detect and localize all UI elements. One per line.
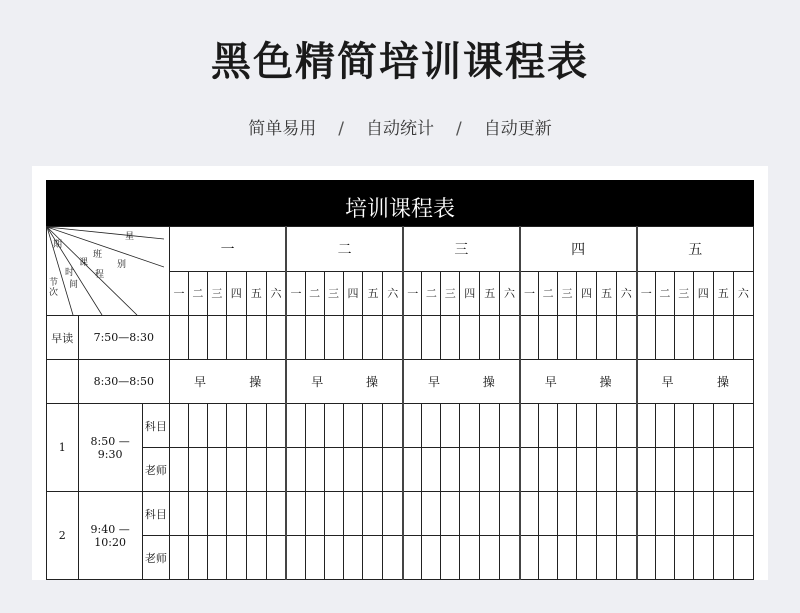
schedule-cell[interactable] (460, 316, 480, 360)
schedule-cell[interactable] (343, 536, 363, 580)
schedule-cell[interactable] (520, 448, 539, 492)
schedule-cell[interactable] (441, 492, 460, 536)
period-number: 1 (47, 404, 79, 492)
period-teacher-row (47, 448, 754, 492)
schedule-cell[interactable] (693, 536, 713, 580)
schedule-cell[interactable] (500, 492, 520, 536)
schedule-cell[interactable] (207, 492, 226, 536)
schedule-cell[interactable] (363, 536, 383, 580)
schedule-cell[interactable] (305, 536, 324, 580)
sub-col-header: 四 (693, 271, 713, 316)
schedule-cell[interactable] (363, 316, 383, 360)
exercise-row (47, 360, 754, 404)
schedule-cell[interactable] (383, 404, 403, 448)
period-time-start: 8:50 — (90, 434, 130, 448)
exercise-text-b: 操 (482, 375, 495, 389)
schedule-cell[interactable] (596, 492, 616, 536)
schedule-cell[interactable] (655, 448, 674, 492)
schedule-cell[interactable] (383, 492, 403, 536)
schedule-cell[interactable] (246, 404, 266, 448)
schedule-cell[interactable] (363, 492, 383, 536)
schedule-cell[interactable] (324, 536, 343, 580)
schedule-cell[interactable] (520, 404, 539, 448)
period-time-end: 9:30 (97, 447, 123, 461)
schedule-cell[interactable] (693, 492, 713, 536)
schedule-cell[interactable] (674, 536, 693, 580)
feature-easy: 简单易用 (248, 119, 317, 139)
schedule-cell[interactable] (539, 536, 558, 580)
schedule-cell[interactable] (324, 404, 343, 448)
empty-cell (47, 360, 79, 404)
sub-col-header: 一 (403, 271, 422, 316)
schedule-cell[interactable] (403, 536, 422, 580)
schedule-cell[interactable] (188, 448, 207, 492)
schedule-cell[interactable] (539, 448, 558, 492)
sub-col-header: 三 (324, 271, 343, 316)
exercise-text-b: 操 (599, 375, 612, 389)
period-time-end: 10:20 (94, 535, 126, 549)
schedule-cell[interactable] (422, 536, 441, 580)
schedule-cell[interactable] (480, 316, 500, 360)
schedule-cell[interactable] (674, 492, 693, 536)
sub-col-header: 二 (305, 271, 324, 316)
preview-card (32, 166, 768, 580)
schedule-cell[interactable] (713, 404, 733, 448)
day-header: 四 (520, 227, 637, 272)
sub-col-header: 一 (286, 271, 305, 316)
sub-col-header: 一 (637, 271, 656, 316)
sub-col-header: 二 (188, 271, 207, 316)
schedule-cell[interactable] (266, 316, 286, 360)
schedule-cell[interactable] (305, 316, 324, 360)
schedule-cell[interactable] (305, 404, 324, 448)
schedule-cell[interactable] (637, 536, 656, 580)
sub-col-header: 四 (577, 271, 597, 316)
period-time (78, 404, 142, 492)
schedule-cell[interactable] (500, 448, 520, 492)
sub-col-header: 五 (713, 271, 733, 316)
schedule-cell[interactable] (441, 448, 460, 492)
sub-col-header: 五 (246, 271, 266, 316)
schedule-cell[interactable] (460, 536, 480, 580)
schedule-cell[interactable] (500, 316, 520, 360)
schedule-cell[interactable] (713, 316, 733, 360)
schedule-cell[interactable] (363, 404, 383, 448)
schedule-cell[interactable] (343, 404, 363, 448)
sub-col-header: 一 (520, 271, 539, 316)
day-header: 二 (286, 227, 403, 272)
schedule-cell[interactable] (480, 404, 500, 448)
feature-auto-stats: 自动统计 (366, 119, 434, 139)
sub-col-header: 四 (460, 271, 480, 316)
schedule-cell[interactable] (188, 536, 207, 580)
schedule-cell[interactable] (170, 536, 189, 580)
diagonal-label: 班 (93, 250, 103, 260)
schedule-cell[interactable] (655, 316, 674, 360)
schedule-cell[interactable] (616, 316, 636, 360)
day-header-row (47, 227, 754, 272)
schedule-cell[interactable] (616, 492, 636, 536)
schedule-cell[interactable] (422, 404, 441, 448)
schedule-cell[interactable] (558, 492, 577, 536)
schedule-cell[interactable] (170, 492, 189, 536)
schedule-cell[interactable] (558, 536, 577, 580)
schedule-cell[interactable] (266, 492, 286, 536)
schedule-cell[interactable] (343, 448, 363, 492)
sub-col-header: 三 (441, 271, 460, 316)
schedule-cell[interactable] (693, 404, 713, 448)
schedule-cell[interactable] (324, 492, 343, 536)
exercise-text-a: 早 (544, 375, 557, 389)
schedule-cell[interactable] (655, 404, 674, 448)
period-teacher-row (47, 536, 754, 580)
sub-col-header: 六 (266, 271, 286, 316)
morning-read-row (47, 316, 754, 360)
page-title: 黑色精简培训课程表 (211, 39, 589, 85)
exercise-cell (637, 360, 754, 404)
schedule-cell[interactable] (188, 404, 207, 448)
schedule-cell[interactable] (422, 316, 441, 360)
exercise-cell (520, 360, 637, 404)
schedule-cell[interactable] (286, 448, 305, 492)
diagonal-label: 课 (79, 258, 89, 268)
schedule-cell[interactable] (539, 404, 558, 448)
teacher-label: 老师 (142, 448, 169, 492)
schedule-cell[interactable] (637, 316, 656, 360)
sub-col-header: 三 (558, 271, 577, 316)
day-header: 一 (170, 227, 287, 272)
schedule-cell[interactable] (422, 492, 441, 536)
sub-col-header: 六 (500, 271, 520, 316)
schedule-cell[interactable] (655, 492, 674, 536)
schedule-cell[interactable] (520, 492, 539, 536)
schedule-cell[interactable] (460, 492, 480, 536)
day-header: 五 (637, 227, 754, 272)
sub-col-header: 四 (226, 271, 246, 316)
period-subject-row (47, 404, 754, 448)
schedule-cell[interactable] (207, 448, 226, 492)
exercise-text-a: 早 (661, 375, 674, 389)
schedule-cell[interactable] (558, 404, 577, 448)
schedule-cell[interactable] (539, 492, 558, 536)
schedule-cell[interactable] (403, 448, 422, 492)
schedule-cell[interactable] (441, 404, 460, 448)
schedule-cell[interactable] (596, 316, 616, 360)
separator: / (456, 119, 462, 139)
schedule-cell[interactable] (170, 316, 189, 360)
schedule-cell[interactable] (343, 492, 363, 536)
sub-col-header: 二 (655, 271, 674, 316)
schedule-cell[interactable] (637, 448, 656, 492)
schedule-cell[interactable] (226, 316, 246, 360)
schedule-cell[interactable] (480, 536, 500, 580)
diagonal-header (47, 227, 170, 316)
diagonal-label: 时 (65, 268, 75, 278)
schedule-cell[interactable] (188, 316, 207, 360)
diagonal-label: 期 (53, 240, 63, 250)
schedule-cell[interactable] (558, 316, 577, 360)
diagonal-label: 节 (49, 278, 59, 288)
schedule-cell[interactable] (520, 316, 539, 360)
sub-col-header: 三 (674, 271, 693, 316)
schedule-cell[interactable] (596, 448, 616, 492)
schedule-sheet (46, 180, 754, 580)
feature-auto-update: 自动更新 (483, 119, 552, 139)
schedule-cell[interactable] (733, 316, 753, 360)
schedule-cell[interactable] (266, 536, 286, 580)
schedule-cell[interactable] (616, 448, 636, 492)
exercise-cell (403, 360, 520, 404)
schedule-cell[interactable] (266, 448, 286, 492)
schedule-cell[interactable] (383, 316, 403, 360)
sub-col-header: 六 (733, 271, 753, 316)
sub-col-header: 一 (170, 271, 189, 316)
schedule-cell[interactable] (596, 404, 616, 448)
schedule-cell[interactable] (226, 404, 246, 448)
schedule-cell[interactable] (637, 492, 656, 536)
period-time-start: 9:40 — (90, 522, 130, 536)
schedule-cell[interactable] (693, 316, 713, 360)
schedule-cell[interactable] (170, 404, 189, 448)
schedule-cell[interactable] (674, 404, 693, 448)
schedule-cell[interactable] (616, 404, 636, 448)
schedule-cell[interactable] (577, 316, 597, 360)
schedule-cell[interactable] (577, 536, 597, 580)
schedule-cell[interactable] (170, 448, 189, 492)
exercise-text-a: 早 (194, 375, 207, 389)
schedule-cell[interactable] (286, 492, 305, 536)
diagonal-label: 次 (49, 288, 59, 298)
schedule-cell[interactable] (266, 404, 286, 448)
schedule-cell[interactable] (305, 492, 324, 536)
sub-col-header: 二 (539, 271, 558, 316)
day-header: 三 (403, 227, 520, 272)
exercise-text-a: 早 (311, 375, 324, 389)
schedule-cell[interactable] (577, 492, 597, 536)
period-time (78, 492, 142, 580)
exercise-text-b: 操 (716, 375, 729, 389)
schedule-cell[interactable] (480, 448, 500, 492)
schedule-cell[interactable] (733, 448, 753, 492)
schedule-cell[interactable] (403, 404, 422, 448)
sub-col-header: 六 (616, 271, 636, 316)
sub-col-header: 五 (363, 271, 383, 316)
schedule-cell[interactable] (286, 536, 305, 580)
diagonal-label: 别 (117, 260, 127, 270)
sub-col-header: 六 (383, 271, 403, 316)
schedule-cell[interactable] (422, 448, 441, 492)
schedule-cell[interactable] (403, 492, 422, 536)
schedule-cell[interactable] (577, 404, 597, 448)
schedule-cell[interactable] (558, 448, 577, 492)
schedule-cell[interactable] (226, 492, 246, 536)
schedule-cell[interactable] (577, 448, 597, 492)
exercise-text-b: 操 (365, 375, 378, 389)
schedule-cell[interactable] (246, 492, 266, 536)
schedule-cell[interactable] (383, 536, 403, 580)
sub-col-header: 二 (422, 271, 441, 316)
schedule-cell[interactable] (324, 316, 343, 360)
schedule-cell[interactable] (441, 316, 460, 360)
schedule-cell[interactable] (480, 492, 500, 536)
schedule-cell[interactable] (246, 536, 266, 580)
subject-label: 科目 (142, 404, 169, 448)
schedule-cell[interactable] (733, 492, 753, 536)
schedule-cell[interactable] (383, 448, 403, 492)
teacher-label: 老师 (142, 536, 169, 580)
diagonal-label: 星 (125, 232, 135, 242)
schedule-cell[interactable] (363, 448, 383, 492)
schedule-cell[interactable] (733, 536, 753, 580)
morning-read-label: 早读 (47, 316, 79, 360)
schedule-cell[interactable] (596, 536, 616, 580)
sub-col-header: 三 (207, 271, 226, 316)
subtitle-bar (0, 114, 800, 139)
sub-col-header: 四 (343, 271, 363, 316)
schedule-cell[interactable] (403, 316, 422, 360)
exercise-text-a: 早 (428, 375, 441, 389)
schedule-cell[interactable] (713, 536, 733, 580)
schedule-cell[interactable] (655, 536, 674, 580)
schedule-cell[interactable] (713, 492, 733, 536)
schedule-cell[interactable] (616, 536, 636, 580)
schedule-cell[interactable] (460, 448, 480, 492)
schedule-cell[interactable] (637, 404, 656, 448)
separator: / (338, 119, 344, 139)
diagonal-label: 间 (69, 280, 79, 290)
schedule-cell[interactable] (520, 536, 539, 580)
schedule-cell[interactable] (500, 536, 520, 580)
schedule-cell[interactable] (207, 404, 226, 448)
schedule-cell[interactable] (207, 316, 226, 360)
schedule-cell[interactable] (286, 404, 305, 448)
schedule-cell[interactable] (539, 316, 558, 360)
sheet-banner: 培训课程表 (46, 180, 754, 226)
schedule-cell[interactable] (343, 316, 363, 360)
schedule-table (46, 226, 754, 580)
schedule-cell[interactable] (441, 536, 460, 580)
diagonal-label: 程 (95, 270, 105, 280)
schedule-cell[interactable] (188, 492, 207, 536)
schedule-cell[interactable] (500, 404, 520, 448)
subject-label: 科目 (142, 492, 169, 536)
sub-col-header: 五 (480, 271, 500, 316)
schedule-cell[interactable] (226, 448, 246, 492)
schedule-cell[interactable] (460, 404, 480, 448)
schedule-cell[interactable] (226, 536, 246, 580)
schedule-cell[interactable] (674, 448, 693, 492)
schedule-cell[interactable] (693, 448, 713, 492)
exercise-text-b: 操 (249, 375, 262, 389)
schedule-cell[interactable] (207, 536, 226, 580)
period-number: 2 (47, 492, 79, 580)
exercise-cell (170, 360, 287, 404)
schedule-cell[interactable] (246, 448, 266, 492)
exercise-time: 8:30—8:50 (78, 360, 170, 404)
sub-col-header: 五 (596, 271, 616, 316)
schedule-cell[interactable] (324, 448, 343, 492)
period-subject-row (47, 492, 754, 536)
schedule-cell[interactable] (674, 316, 693, 360)
schedule-cell[interactable] (733, 404, 753, 448)
schedule-cell[interactable] (305, 448, 324, 492)
schedule-cell[interactable] (286, 316, 305, 360)
exercise-cell (286, 360, 403, 404)
schedule-cell[interactable] (713, 448, 733, 492)
morning-read-time: 7:50—8:30 (78, 316, 170, 360)
schedule-cell[interactable] (246, 316, 266, 360)
